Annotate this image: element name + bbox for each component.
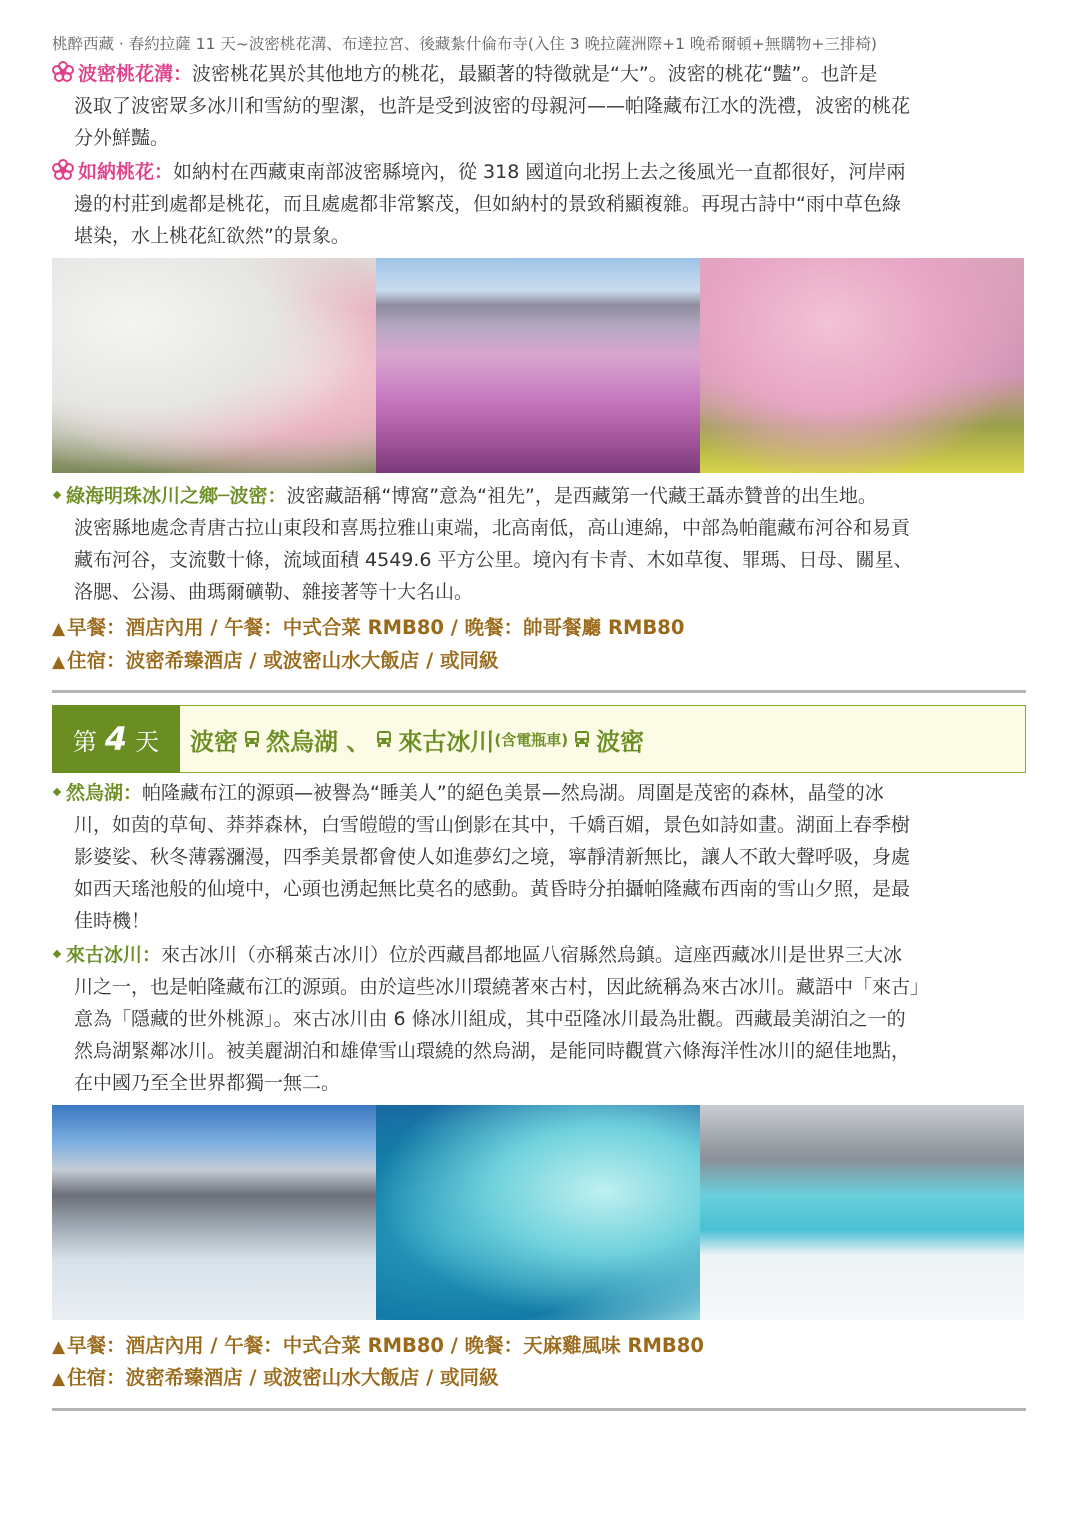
text-line: 影婆娑、秋冬薄霧瀰漫，四季美景都會使人如進夢幻之境，寧靜清新無比，讓人不敢大聲呼吸，身處 xyxy=(74,846,911,868)
text-line: 如納村在西藏東南部波密縣境內，從 318 國道向北拐上去之後風光一直都很好，河岸兩 xyxy=(173,161,906,183)
meal-text: 早餐：酒店內用 / 午餐：中式合菜 RMB80 / 晚餐：帥哥餐廳 RMB80 xyxy=(67,616,685,639)
text-line: 波密藏語稱“博窩”意為“祖先”，是西藏第一代藏王聶赤贊普的出生地。 xyxy=(286,485,877,507)
meal-text: 早餐：酒店內用 / 午餐：中式合菜 RMB80 / 晚餐：天麻雞風味 RMB80 xyxy=(67,1334,704,1357)
blue-ice-photo xyxy=(376,1105,700,1320)
triangle-bullet-icon: ▲ xyxy=(52,1369,66,1389)
divider xyxy=(52,1408,1026,1411)
text-line: 在中國乃至全世界都獨一無二。 xyxy=(74,1072,341,1094)
car-icon xyxy=(374,729,394,749)
page-header: 桃醉西藏 · 春約拉薩 11 天~波密桃花溝、布達拉宮、後藏紮什倫布寺(入住 3 晚拉薩洲際+1 晚希爾頓+無購物+三排椅) xyxy=(52,35,877,53)
peach-orchard-rapeseed-photo xyxy=(700,258,1024,473)
bomi-peach-paragraph xyxy=(52,58,1026,154)
text-line: 帕隆藏布江的源頭—被譽為“睡美人”的絕色美景—然烏湖。周圍是茂密的森林，晶瑩的冰 xyxy=(142,782,884,804)
route-note: (含電瓶車) xyxy=(494,730,569,749)
day-suffix: 天 xyxy=(135,727,160,756)
triangle-bullet-icon: ▲ xyxy=(52,652,66,672)
glacier-valley-photo xyxy=(52,1105,376,1320)
day-number-box xyxy=(52,705,180,773)
route-stop: 波密 xyxy=(190,727,238,756)
day3-meals xyxy=(52,612,684,640)
route-stop: 然烏湖 、 xyxy=(266,727,371,756)
day4-hotel xyxy=(52,1362,498,1390)
day3-hotel xyxy=(52,645,498,673)
route-stop: 波密 xyxy=(596,727,645,756)
text-line: 波密縣地處念青唐古拉山東段和喜馬拉雅山東端，北高南低，高山連綿，中部為帕龍藏布河谷和易貢 xyxy=(74,517,911,539)
laigu-glacier-paragraph xyxy=(52,939,1026,1099)
text-line: 汲取了波密眾多冰川和雪紡的聖潔，也許是受到波密的母親河——帕隆藏布江水的洗禮，波密的桃花 xyxy=(74,95,911,117)
day-prefix: 第 xyxy=(72,727,97,756)
diamond-bullet-icon xyxy=(53,950,61,958)
ranwu-lake-title: 然烏湖： xyxy=(66,782,143,804)
text-line: 分外鮮豔。 xyxy=(74,127,170,149)
text-line: 川，如茵的草甸、莽莽森林，白雪皚皚的雪山倒影在其中，千嬌百媚，景色如詩如畫。湖面上春季樹 xyxy=(74,814,911,836)
triangle-bullet-icon: ▲ xyxy=(52,619,66,639)
day-number: 4 xyxy=(104,720,128,758)
laigu-glacier-title: 來古冰川： xyxy=(66,944,162,966)
car-icon xyxy=(242,729,262,749)
text-line: 佳時機！ xyxy=(74,910,151,932)
day-banner xyxy=(52,705,1026,773)
bomi-intro-title: 綠海明珠冰川之鄉─波密： xyxy=(66,485,287,507)
flower-icon xyxy=(52,159,74,181)
flower-icon xyxy=(52,61,74,83)
runa-peach-paragraph xyxy=(52,156,1026,252)
glacier-snowfield-photo xyxy=(700,1105,1024,1320)
glacier-photo-row xyxy=(52,1105,1024,1320)
triangle-bullet-icon: ▲ xyxy=(52,1337,66,1357)
text-line: 川之一，也是帕隆藏布江的源頭。由於這些冰川環繞著來古村，因此統稱為來古冰川。藏語中「來古」 xyxy=(74,976,930,998)
car-icon xyxy=(572,729,592,749)
text-line: 如西天瑤池般的仙境中，心頭也湧起無比莫名的感動。黃昏時分拍攝帕隆藏布西南的雪山夕照，是最 xyxy=(74,878,911,900)
runa-peach-title: 如納桃花： xyxy=(78,161,174,183)
text-line: 波密桃花異於其他地方的桃花，最顯著的特徵就是“大”。波密的桃花“豔”。也許是 xyxy=(192,63,878,85)
divider xyxy=(52,690,1026,693)
route-stop: 來古冰川 xyxy=(398,727,495,756)
text-line: 來古冰川（亦稱萊古冰川）位於西藏昌都地區八宿縣然烏鎮。這座西藏冰川是世界三大冰 xyxy=(161,944,903,966)
ranwu-lake-paragraph xyxy=(52,777,1026,937)
hotel-text: 住宿：波密希臻酒店 / 或波密山水大飯店 / 或同級 xyxy=(67,649,499,672)
diamond-bullet-icon xyxy=(53,788,61,796)
day4-meals xyxy=(52,1330,704,1358)
text-line: 意為「隱藏的世外桃源」。來古冰川由 6 條冰川組成，其中亞隆冰川最為壯觀。西藏最美湖泊之一的 xyxy=(74,1008,906,1030)
day-route xyxy=(180,705,1026,773)
diamond-bullet-icon xyxy=(53,491,61,499)
text-line: 藏布河谷，支流數十條，流域面積 4549.6 平方公里。境內有卡青、木如草復、罪瑪、日母、關星、 xyxy=(74,549,913,571)
peach-valley-photo xyxy=(376,258,700,473)
text-line: 堪染，水上桃花紅欲然”的景象。 xyxy=(74,225,350,247)
peach-photo-row xyxy=(52,258,1024,473)
peach-blossom-mist-photo xyxy=(52,258,376,473)
hotel-text: 住宿：波密希臻酒店 / 或波密山水大飯店 / 或同級 xyxy=(67,1366,499,1389)
text-line: 邊的村莊到處都是桃花，而且處處都非常繁茂，但如納村的景致稍顯複雜。再現古詩中“雨中草色綠 xyxy=(74,193,901,215)
bomi-peach-title: 波密桃花溝： xyxy=(78,63,193,85)
text-line: 然烏湖緊鄰冰川。被美麗湖泊和雄偉雪山環繞的然烏湖，是能同時觀賞六條海洋性冰川的絕佳地點， xyxy=(74,1040,911,1062)
text-line: 洛腮、公湯、曲瑪爾礦勒、雜接著等十大名山。 xyxy=(74,581,474,603)
bomi-intro-paragraph xyxy=(52,480,1026,608)
